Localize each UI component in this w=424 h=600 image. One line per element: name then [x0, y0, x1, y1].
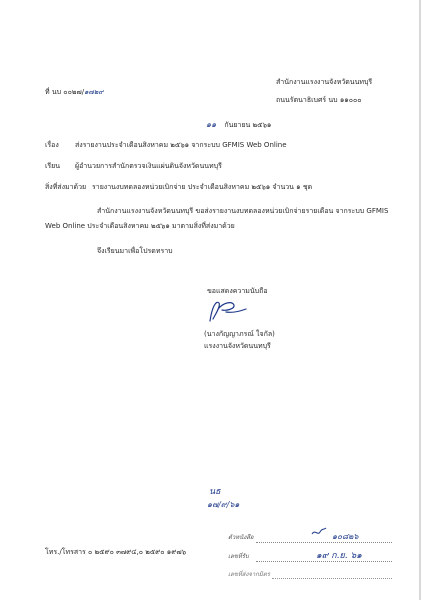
body-line-1: สำนักงานแรงงานจังหวัดนนทบุรี ขอส่งรายงานงบทดลองหน่วยเบิกจ่ายรายเดือน จากระบบ GFMIS — [97, 207, 389, 215]
handwritten-initial: นธ — [209, 487, 221, 497]
document-number-label: ที่ นบ ๐๐๒๗/ — [45, 88, 85, 96]
date-month-year: กันยายน ๒๕๖๑ — [224, 121, 272, 129]
receipt-stamp — [228, 530, 396, 596]
stamp-row3-label: เลขที่ส่งจากมิตร — [228, 571, 270, 578]
stamp-checkmark-icon — [310, 526, 328, 540]
attachment-label: สิ่งที่ส่งมาด้วย — [45, 183, 87, 191]
contact-phone: โทร./โทรสาร ๐ ๒๕๙๐ ๓๗๙๔,๐ ๒๕๙๐ ๑๙๗๖ — [45, 548, 187, 556]
recipient-label: เรียน — [45, 162, 61, 170]
stamp-row1-line — [256, 542, 392, 543]
date-day-handwritten: ๑๑ — [206, 120, 217, 129]
stamp-row1-label: ตัวหนังสือ — [228, 534, 254, 541]
subject-text: ส่งรายงานประจำเดือนสิงหาคม ๒๕๖๑ จากระบบ GFMIS Web Online — [75, 141, 287, 149]
signature-image — [204, 297, 248, 325]
body-closing: จึงเรียนมาเพื่อโปรดทราบ — [97, 247, 173, 255]
signatory-name: (นางกัญญาภรณ์ ใจกัล) — [204, 330, 275, 338]
handwritten-date: ๑๗/๙/๖๑ — [207, 500, 240, 509]
stamp-row3-line — [272, 578, 392, 579]
regards-text: ขอแสดงความนับถือ — [207, 287, 268, 295]
stamp-row1-value: ๑๐๘๒๖ — [332, 532, 359, 541]
document-date — [206, 120, 271, 130]
subject-label: เรื่อง — [45, 141, 59, 149]
stamp-row2-label: เลขที่รับ — [228, 553, 249, 560]
stamp-row2-value: ๑๙ ก.ย. ๖๑ — [316, 551, 362, 561]
office-address: ถนนรัตนาธิเบศร์ นบ ๑๑๐๐๐ — [276, 96, 362, 104]
recipient-text: ผู้อำนวยการสำนักตรวจเงินแผ่นดินจังหวัดนนทบุรี — [75, 162, 222, 170]
document-number — [45, 88, 104, 97]
attachment-text: รายงานงบทดลองหน่วยเบิกจ่าย ประจำเดือนสิงหาคม ๒๕๖๑ จำนวน ๑ ชุด — [92, 183, 313, 191]
page-edge — [419, 0, 421, 600]
document-number-handwritten: ๑๗๒๙ — [84, 88, 104, 96]
office-name: สำนักงานแรงงานจังหวัดนนทบุรี — [276, 78, 373, 86]
signatory-position: แรงงานจังหวัดนนทบุรี — [204, 342, 271, 350]
body-line-2: Web Online ประจำเดือนสิงหาคม ๒๕๖๑ มาตามสิ่งที่ส่งมาด้วย — [45, 222, 235, 230]
